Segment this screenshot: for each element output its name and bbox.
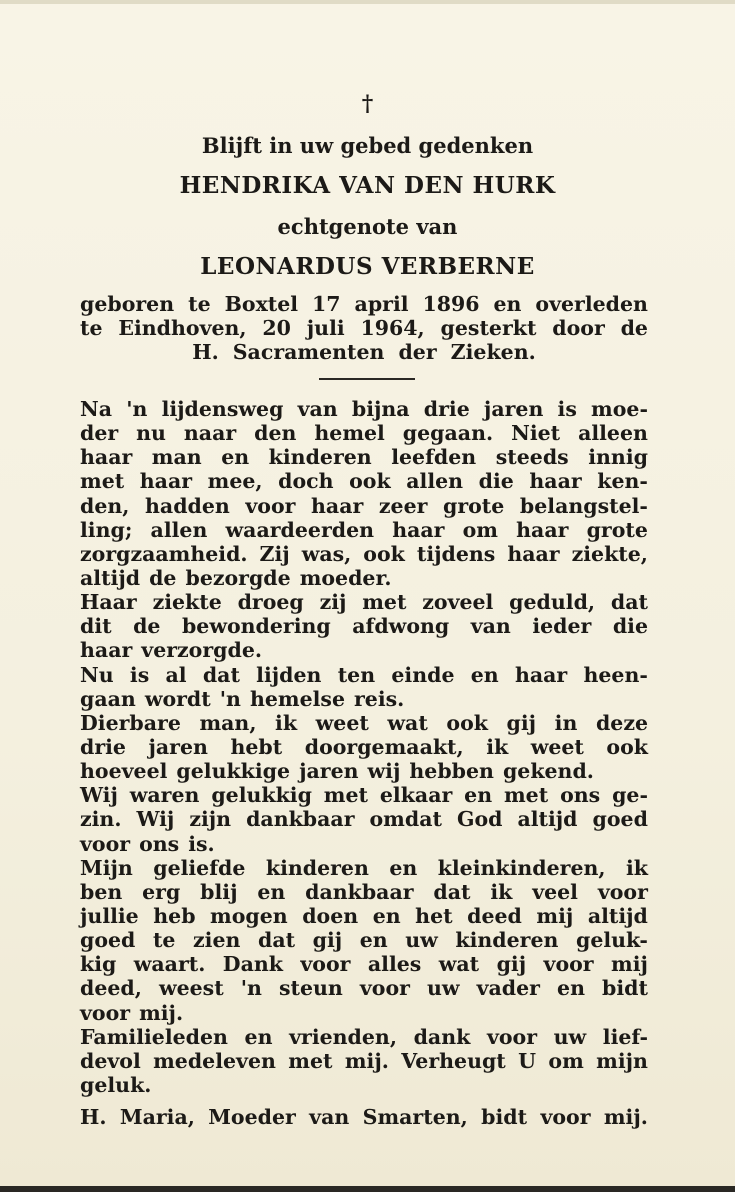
word: dankbaar bbox=[305, 879, 414, 904]
word: God bbox=[456, 807, 503, 832]
word: steun bbox=[278, 976, 343, 1001]
word: bewondering bbox=[181, 614, 331, 639]
text-line bbox=[80, 663, 648, 687]
word: innig bbox=[588, 445, 648, 470]
word: hemelse bbox=[249, 686, 345, 711]
cross-icon: † bbox=[361, 91, 374, 117]
word: om bbox=[462, 517, 498, 542]
word: der bbox=[398, 340, 437, 364]
word: voor bbox=[80, 1000, 131, 1025]
word: weet bbox=[530, 734, 584, 759]
word: en bbox=[372, 903, 401, 928]
word: te bbox=[152, 928, 176, 953]
word: van bbox=[470, 614, 511, 639]
text-line bbox=[80, 928, 648, 952]
word: en bbox=[464, 783, 493, 808]
word: ieder bbox=[532, 614, 592, 639]
word: dat bbox=[257, 928, 296, 953]
word: voor bbox=[80, 831, 131, 856]
word: april bbox=[354, 292, 409, 316]
word: Haar bbox=[80, 590, 137, 615]
word: Verheugt bbox=[401, 1048, 506, 1073]
text-line bbox=[80, 566, 648, 590]
word: ook bbox=[446, 710, 488, 735]
word: ook bbox=[349, 469, 391, 494]
word: deed, bbox=[80, 976, 142, 1001]
word: overleden bbox=[535, 292, 648, 316]
card-top-edge bbox=[0, 0, 735, 4]
word: van bbox=[297, 397, 338, 421]
word: vrienden, bbox=[289, 1024, 397, 1049]
word: ik bbox=[626, 855, 648, 880]
word: erg bbox=[142, 879, 181, 904]
word: en bbox=[221, 445, 250, 470]
text-line bbox=[80, 494, 648, 518]
word: gaan bbox=[80, 686, 136, 711]
word: met bbox=[362, 590, 407, 615]
text-line bbox=[80, 952, 648, 976]
word: uw bbox=[553, 1024, 587, 1049]
word: den bbox=[254, 421, 297, 446]
word: hebben bbox=[409, 759, 494, 784]
word: dat bbox=[610, 590, 648, 615]
word: ziekte bbox=[152, 590, 222, 615]
text-line bbox=[80, 783, 648, 807]
word: met bbox=[323, 783, 368, 808]
word: devol bbox=[80, 1048, 141, 1073]
word: altijd bbox=[80, 565, 141, 590]
word: 'n bbox=[240, 976, 262, 1001]
text-line bbox=[80, 340, 648, 364]
word: geduld, bbox=[509, 590, 596, 615]
word: jaren bbox=[148, 734, 208, 759]
text-line bbox=[80, 856, 648, 880]
word: deed bbox=[467, 903, 522, 928]
word: uw bbox=[405, 928, 438, 953]
text-line bbox=[80, 1105, 648, 1129]
word: kinderen bbox=[265, 855, 369, 880]
word: haar bbox=[80, 638, 133, 663]
word: om bbox=[548, 1048, 584, 1073]
word: haar bbox=[80, 445, 133, 470]
word: de bbox=[133, 614, 161, 639]
word: het bbox=[415, 903, 453, 928]
word: voor bbox=[543, 952, 594, 977]
word: die bbox=[612, 614, 648, 639]
text-line bbox=[80, 711, 648, 735]
word: de bbox=[149, 565, 177, 590]
word: Eindhoven, bbox=[118, 316, 247, 340]
word: waren bbox=[129, 783, 200, 808]
word: haar bbox=[529, 469, 582, 494]
text-line bbox=[80, 880, 648, 904]
word: medeleven bbox=[153, 1048, 276, 1073]
word: altijd bbox=[587, 903, 648, 928]
text-line bbox=[80, 832, 648, 856]
word: moe- bbox=[591, 397, 648, 421]
text-line bbox=[80, 759, 648, 783]
word: en bbox=[359, 928, 388, 953]
word: geboren bbox=[80, 292, 175, 316]
word: zin. bbox=[80, 807, 122, 832]
word: kleinkinderen, bbox=[437, 855, 606, 880]
word: en bbox=[557, 976, 585, 1001]
word: Niet bbox=[511, 421, 561, 446]
word: hadden bbox=[145, 493, 230, 518]
word: wij bbox=[367, 759, 401, 784]
word: H. bbox=[192, 340, 219, 364]
word: ten bbox=[337, 662, 376, 687]
text-line bbox=[80, 421, 648, 445]
word: zorgzaamheid. bbox=[80, 541, 248, 566]
word: geluk. bbox=[80, 1072, 152, 1097]
word: en bbox=[257, 879, 286, 904]
word: ons bbox=[560, 783, 601, 808]
word: den, bbox=[80, 493, 130, 518]
word: omdat bbox=[369, 807, 442, 832]
word: Boxtel bbox=[224, 292, 299, 316]
word: Maria, bbox=[119, 1105, 195, 1130]
word: met bbox=[503, 783, 549, 808]
word: wat bbox=[387, 710, 428, 735]
word: drie bbox=[80, 734, 126, 759]
text-line bbox=[80, 590, 648, 614]
word: zeer bbox=[378, 493, 428, 518]
word: ling; bbox=[80, 517, 133, 542]
word: doen bbox=[302, 903, 359, 928]
word: ook bbox=[363, 541, 405, 566]
text-line bbox=[80, 518, 648, 542]
word: zien bbox=[193, 928, 241, 953]
word: kinderen bbox=[268, 445, 372, 470]
word: Zieken. bbox=[450, 340, 536, 364]
deceased-name: HENDRIKA VAN DEN HURK bbox=[179, 172, 556, 199]
word: kig bbox=[80, 952, 117, 977]
word: Zij bbox=[259, 541, 290, 566]
word: mij. bbox=[344, 1048, 389, 1073]
word: haar bbox=[514, 662, 568, 687]
word: ben bbox=[80, 879, 123, 904]
word: droeg bbox=[237, 590, 304, 615]
word: weet bbox=[315, 710, 369, 735]
word: voor bbox=[597, 879, 648, 904]
word: nu bbox=[136, 421, 166, 446]
word: goed bbox=[80, 928, 136, 953]
word: haar bbox=[139, 469, 193, 494]
word: dat bbox=[202, 662, 240, 687]
word: ziekte, bbox=[571, 541, 648, 566]
word: gegaan. bbox=[402, 421, 494, 446]
word: lijdensweg bbox=[161, 397, 284, 421]
word: zijn bbox=[189, 807, 232, 832]
word: naar bbox=[183, 421, 237, 446]
text-line bbox=[80, 638, 648, 662]
word: doch bbox=[278, 469, 334, 494]
word: jullie bbox=[80, 903, 139, 928]
text-line bbox=[80, 807, 648, 831]
word: en bbox=[389, 855, 418, 880]
text-line bbox=[80, 469, 648, 493]
word: is bbox=[557, 397, 577, 421]
word: Sacramenten bbox=[232, 340, 385, 364]
word: zij bbox=[319, 590, 347, 615]
word: bijna bbox=[351, 397, 410, 421]
text-line bbox=[80, 397, 648, 421]
word: doorgemaakt, bbox=[304, 734, 464, 759]
text-line bbox=[80, 316, 648, 340]
word: kinderen bbox=[455, 928, 559, 953]
word: mij bbox=[611, 952, 648, 977]
word: was, bbox=[301, 541, 352, 566]
word: gij bbox=[506, 710, 537, 735]
word: met bbox=[80, 469, 125, 494]
prayer-request: Blijft in uw gebed gedenken bbox=[201, 133, 534, 158]
word: 17 bbox=[312, 292, 341, 316]
word: 20 bbox=[262, 316, 291, 340]
word: met bbox=[288, 1048, 333, 1073]
word: grote bbox=[586, 517, 648, 542]
word: is. bbox=[188, 831, 215, 856]
word: allen bbox=[406, 469, 464, 494]
word: voor bbox=[486, 1024, 537, 1049]
word: mij. bbox=[603, 1105, 648, 1130]
word: moeder. bbox=[299, 565, 392, 590]
word: Na bbox=[80, 397, 113, 421]
word: de bbox=[620, 316, 648, 340]
word: voor bbox=[359, 976, 410, 1001]
word: voor bbox=[245, 493, 296, 518]
word: mij bbox=[536, 903, 574, 928]
word: verzorgde. bbox=[141, 638, 262, 663]
word: Wij bbox=[136, 807, 175, 832]
word: Nu bbox=[80, 662, 114, 687]
word: man bbox=[151, 445, 202, 470]
word: gelukkige bbox=[176, 759, 291, 784]
word: en bbox=[470, 662, 499, 687]
word: Familieleden bbox=[80, 1024, 228, 1049]
text-line bbox=[80, 687, 648, 711]
word: lijden bbox=[256, 662, 322, 687]
text-line bbox=[80, 614, 648, 638]
word: gij bbox=[496, 952, 527, 977]
word: waart. bbox=[133, 952, 206, 977]
word: belangstel- bbox=[519, 493, 648, 518]
word: haar bbox=[516, 517, 569, 542]
text-line bbox=[80, 542, 648, 566]
word: goed bbox=[592, 807, 648, 832]
word: is bbox=[129, 662, 150, 687]
word: jaren bbox=[483, 397, 544, 421]
word: grote bbox=[443, 493, 505, 518]
word: ken- bbox=[597, 469, 648, 494]
text-line bbox=[80, 1049, 648, 1073]
relation-text: echtgenote van bbox=[277, 214, 458, 239]
word: dit bbox=[80, 614, 112, 639]
word: mee, bbox=[207, 469, 263, 494]
word: door bbox=[552, 316, 605, 340]
text-line bbox=[80, 1073, 648, 1097]
word: lief- bbox=[602, 1024, 648, 1049]
word: Smarten, bbox=[362, 1105, 468, 1130]
word: bidt bbox=[602, 976, 648, 1001]
word: te bbox=[80, 316, 103, 340]
word: waardeerden bbox=[225, 517, 375, 542]
word: van bbox=[309, 1105, 350, 1130]
word: 'n bbox=[126, 397, 148, 421]
word: man, bbox=[199, 710, 257, 735]
text-line bbox=[80, 904, 648, 928]
word: 1896 bbox=[422, 292, 480, 316]
word: 1964, bbox=[360, 316, 425, 340]
word: bezorgde bbox=[185, 565, 291, 590]
word: reis. bbox=[354, 686, 405, 711]
text-line bbox=[80, 445, 648, 469]
word: veel bbox=[532, 879, 578, 904]
text-line bbox=[80, 976, 648, 1000]
spouse-name: LEONARDUS VERBERNE bbox=[200, 253, 535, 280]
word: dat bbox=[433, 879, 471, 904]
word: hebt bbox=[230, 734, 283, 759]
word: en bbox=[244, 1024, 273, 1049]
word: uw bbox=[427, 976, 460, 1001]
word: hemel bbox=[314, 421, 385, 446]
word: geliefde bbox=[153, 855, 246, 880]
word: H. bbox=[80, 1105, 107, 1130]
word: dank bbox=[413, 1024, 471, 1049]
word: altijd bbox=[517, 807, 578, 832]
word: Dierbare bbox=[80, 710, 181, 735]
word: deze bbox=[595, 710, 648, 735]
word: voor bbox=[540, 1105, 591, 1130]
word: ik bbox=[486, 734, 509, 759]
word: U bbox=[518, 1048, 537, 1073]
word: leefden bbox=[391, 445, 477, 470]
word: in bbox=[554, 710, 578, 735]
word: tijdens bbox=[416, 541, 496, 566]
word: gekend. bbox=[502, 759, 594, 784]
word: alles bbox=[367, 952, 422, 977]
word: afdwong bbox=[352, 614, 450, 639]
word: elkaar bbox=[379, 783, 453, 808]
word: Moeder bbox=[208, 1105, 296, 1130]
word: gelukkig bbox=[211, 783, 312, 808]
word: drie bbox=[423, 397, 470, 421]
word: te bbox=[188, 292, 211, 316]
word: hoeveel bbox=[80, 759, 168, 784]
word: haar bbox=[392, 517, 445, 542]
word: Wij bbox=[80, 783, 118, 808]
birth-death-paragraph bbox=[80, 292, 648, 364]
word: dankbaar bbox=[246, 807, 355, 832]
word: juli bbox=[306, 316, 345, 340]
text-line bbox=[80, 292, 648, 316]
word: steeds bbox=[495, 445, 569, 470]
card-bottom-edge bbox=[0, 1186, 735, 1192]
text-line bbox=[80, 1025, 648, 1049]
word: jaren bbox=[299, 759, 359, 784]
word: en bbox=[493, 292, 522, 316]
word: die bbox=[478, 469, 514, 494]
word: allen bbox=[150, 517, 208, 542]
word: heen- bbox=[583, 662, 648, 687]
memorial-text bbox=[80, 397, 648, 1129]
word: alleen bbox=[578, 421, 648, 446]
word: haar bbox=[507, 541, 560, 566]
word: zoveel bbox=[422, 590, 494, 615]
divider-line bbox=[319, 378, 415, 380]
word: gij bbox=[312, 928, 343, 953]
word: ons bbox=[139, 831, 180, 856]
word: der bbox=[80, 421, 119, 446]
word: mij. bbox=[139, 1000, 184, 1025]
word: wat bbox=[438, 952, 480, 977]
text-line bbox=[80, 1001, 648, 1025]
word: 'n bbox=[219, 686, 241, 711]
word: blij bbox=[200, 879, 238, 904]
word: ge- bbox=[612, 783, 648, 808]
word: voor bbox=[300, 952, 351, 977]
word: weest bbox=[158, 976, 224, 1001]
word: gesterkt bbox=[440, 316, 537, 340]
word: wordt bbox=[144, 686, 211, 711]
word: ik bbox=[490, 879, 513, 904]
word: bidt bbox=[481, 1105, 528, 1130]
word: einde bbox=[391, 662, 455, 687]
word: mijn bbox=[596, 1048, 648, 1073]
word: heb bbox=[153, 903, 196, 928]
word: al bbox=[165, 662, 187, 687]
word: ik bbox=[275, 710, 298, 735]
word: geluk- bbox=[575, 928, 648, 953]
word: haar bbox=[311, 493, 364, 518]
word: ook bbox=[606, 734, 648, 759]
text-line bbox=[80, 735, 648, 759]
word: vader bbox=[476, 976, 540, 1001]
word: mogen bbox=[210, 903, 288, 928]
word: Dank bbox=[222, 952, 283, 977]
word: Mijn bbox=[80, 855, 133, 880]
